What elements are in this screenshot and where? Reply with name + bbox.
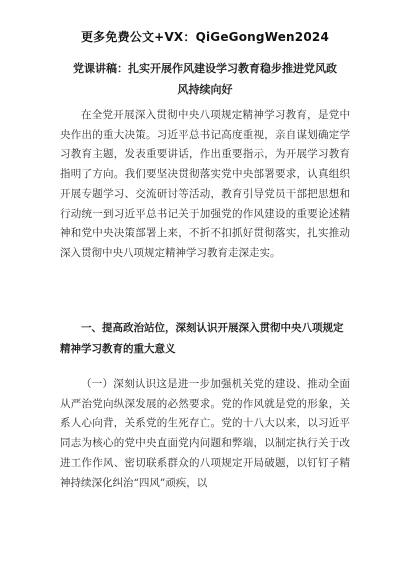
document-title: 党课讲稿：扎实开展作风建设学习教育稳步推进党风政风持续向好 <box>73 62 337 96</box>
section-paragraph: （一）深刻认识这是进一步加强机关党的建设、推动全面从严治党向纵深发展的必然要求。党的作风就是党的形象，关系人心向背，关系党的生死存亡。党的十八大以来，以习近平同志为核心的党中央直面党内问题和弊端，以制定执行关于改进工作作风、密切联系群众的八项规定开局破题，以钉钉子精神持续深化纠治“四风”顽疾，以 <box>60 378 350 489</box>
section-heading: 一、提高政治站位，深刻认识开展深入贯彻中央八项规定精神学习教育的重大意义 <box>60 322 344 355</box>
promo-banner: 更多免费公文+VX：QiGeGongWen2024 <box>80 30 329 44</box>
intro-paragraph: 在全党开展深入贯彻中央八项规定精神学习教育，是党中央作出的重大决策。习近平总书记高度重视，亲自谋划确定学习教育主题，发表重要讲话，作出重要指示，为开展学习教育指明了方向。我们要坚决贯彻落实党中央部署要求，认真组织开展专题学习、交流研讨等活动，教育引导党员干部把思想和行动统一到习近平总书记关于加强党的作风建设的重要论述精神和党中央决策部署上来，不折不扣抓好贯彻落实，扎实推动深入贯彻中央八项规定精神学习教育走深走实。 <box>60 109 350 259</box>
